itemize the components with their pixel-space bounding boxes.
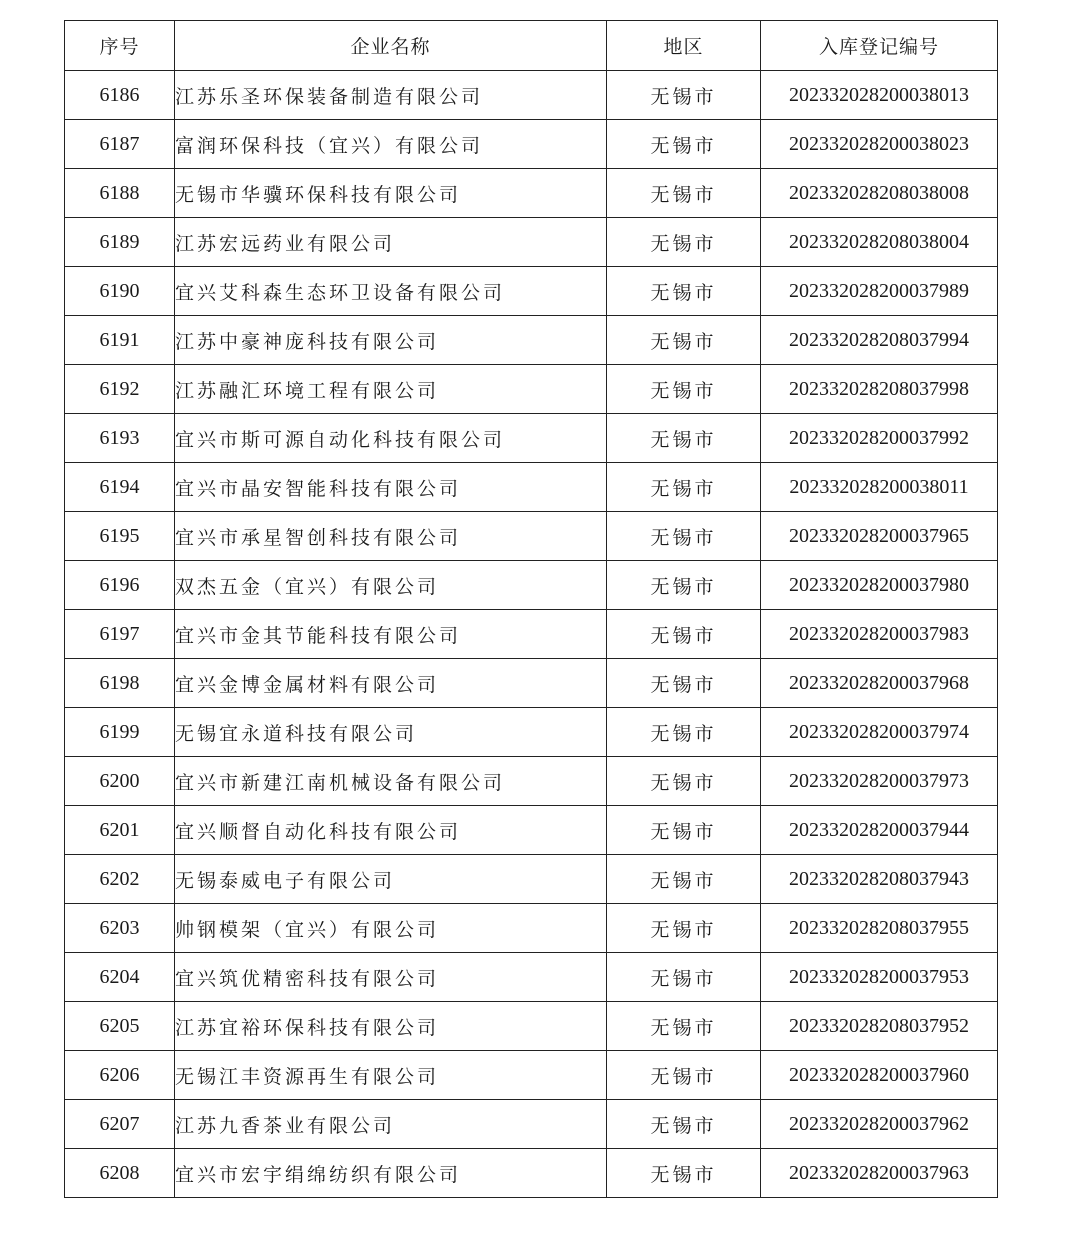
row-region: 无锡市 [607,1149,761,1198]
table-row [65,316,998,365]
row-seq: 6207 [65,1100,175,1149]
row-region: 无锡市 [607,1100,761,1149]
row-seq: 6198 [65,659,175,708]
row-company-name: 江苏中豪神庞科技有限公司 [175,316,607,365]
row-seq: 6187 [65,120,175,169]
row-region: 无锡市 [607,169,761,218]
row-seq: 6200 [65,757,175,806]
row-registration-code: 202332028200037983 [761,610,998,659]
row-seq: 6192 [65,365,175,414]
header-code: 入库登记编号 [761,21,998,71]
row-registration-code: 202332028200037974 [761,708,998,757]
header-region: 地区 [607,21,761,71]
row-region: 无锡市 [607,267,761,316]
table-row [65,218,998,267]
row-registration-code: 202332028208037943 [761,855,998,904]
table-row [65,561,998,610]
table-row [65,1051,998,1100]
row-registration-code: 202332028200038011 [761,463,998,512]
table-row [65,708,998,757]
row-region: 无锡市 [607,855,761,904]
row-seq: 6203 [65,904,175,953]
row-seq: 6208 [65,1149,175,1198]
row-registration-code: 202332028200037944 [761,806,998,855]
table-row [65,463,998,512]
header-seq: 序号 [65,21,175,71]
row-seq: 6204 [65,953,175,1002]
row-registration-code: 202332028200037953 [761,953,998,1002]
row-region: 无锡市 [607,806,761,855]
table-row [65,953,998,1002]
row-registration-code: 202332028200037963 [761,1149,998,1198]
row-region: 无锡市 [607,218,761,267]
row-registration-code: 202332028208038008 [761,169,998,218]
row-region: 无锡市 [607,120,761,169]
row-region: 无锡市 [607,561,761,610]
table-row [65,659,998,708]
row-registration-code: 202332028208038004 [761,218,998,267]
row-registration-code: 202332028200037960 [761,1051,998,1100]
row-registration-code: 202332028200037962 [761,1100,998,1149]
table-row [65,71,998,120]
table-row [65,414,998,463]
row-registration-code: 202332028200037968 [761,659,998,708]
row-company-name: 江苏乐圣环保装备制造有限公司 [175,71,607,120]
row-region: 无锡市 [607,463,761,512]
row-region: 无锡市 [607,1002,761,1051]
row-company-name: 江苏九香茶业有限公司 [175,1100,607,1149]
row-company-name: 无锡宜永道科技有限公司 [175,708,607,757]
row-seq: 6189 [65,218,175,267]
row-seq: 6206 [65,1051,175,1100]
table-row [65,267,998,316]
row-registration-code: 202332028208037952 [761,1002,998,1051]
row-registration-code: 202332028200037992 [761,414,998,463]
table-row [65,757,998,806]
row-region: 无锡市 [607,610,761,659]
row-registration-code: 202332028200037989 [761,267,998,316]
row-seq: 6191 [65,316,175,365]
row-registration-code: 202332028208037955 [761,904,998,953]
table-body [65,71,998,1198]
table-row [65,1002,998,1051]
row-company-name: 双杰五金（宜兴）有限公司 [175,561,607,610]
row-company-name: 江苏融汇环境工程有限公司 [175,365,607,414]
row-registration-code: 202332028208037994 [761,316,998,365]
row-region: 无锡市 [607,512,761,561]
row-registration-code: 202332028208037998 [761,365,998,414]
enterprise-registry-table [64,20,998,1198]
row-seq: 6193 [65,414,175,463]
row-company-name: 无锡市华骥环保科技有限公司 [175,169,607,218]
table-row [65,1100,998,1149]
table-row [65,512,998,561]
row-company-name: 帅钢模架（宜兴）有限公司 [175,904,607,953]
row-region: 无锡市 [607,316,761,365]
row-seq: 6186 [65,71,175,120]
row-registration-code: 202332028200037965 [761,512,998,561]
row-company-name: 宜兴市斯可源自动化科技有限公司 [175,414,607,463]
row-company-name: 宜兴市新建江南机械设备有限公司 [175,757,607,806]
row-region: 无锡市 [607,904,761,953]
table-row [65,365,998,414]
table-header [65,21,998,71]
table-row [65,169,998,218]
row-region: 无锡市 [607,71,761,120]
row-registration-code: 202332028200038013 [761,71,998,120]
row-company-name: 江苏宏远药业有限公司 [175,218,607,267]
table-row [65,610,998,659]
row-company-name: 无锡泰威电子有限公司 [175,855,607,904]
row-seq: 6190 [65,267,175,316]
row-region: 无锡市 [607,659,761,708]
row-seq: 6197 [65,610,175,659]
header-name: 企业名称 [175,21,607,71]
row-registration-code: 202332028200037973 [761,757,998,806]
row-region: 无锡市 [607,365,761,414]
row-region: 无锡市 [607,708,761,757]
table-row [65,855,998,904]
table-row [65,1149,998,1198]
table-row [65,806,998,855]
row-region: 无锡市 [607,953,761,1002]
row-seq: 6196 [65,561,175,610]
row-company-name: 江苏宜裕环保科技有限公司 [175,1002,607,1051]
row-registration-code: 202332028200037980 [761,561,998,610]
row-region: 无锡市 [607,414,761,463]
row-company-name: 宜兴市宏宇绢绵纺织有限公司 [175,1149,607,1198]
header-row [65,21,998,71]
row-company-name: 富润环保科技（宜兴）有限公司 [175,120,607,169]
row-seq: 6201 [65,806,175,855]
row-seq: 6195 [65,512,175,561]
table-row [65,904,998,953]
row-region: 无锡市 [607,1051,761,1100]
row-company-name: 宜兴金博金属材料有限公司 [175,659,607,708]
row-seq: 6188 [65,169,175,218]
row-company-name: 宜兴顺督自动化科技有限公司 [175,806,607,855]
row-seq: 6199 [65,708,175,757]
row-company-name: 宜兴艾科森生态环卫设备有限公司 [175,267,607,316]
row-seq: 6194 [65,463,175,512]
row-company-name: 宜兴市金其节能科技有限公司 [175,610,607,659]
row-seq: 6202 [65,855,175,904]
row-company-name: 宜兴筑优精密科技有限公司 [175,953,607,1002]
row-region: 无锡市 [607,757,761,806]
row-registration-code: 202332028200038023 [761,120,998,169]
row-company-name: 无锡江丰资源再生有限公司 [175,1051,607,1100]
row-company-name: 宜兴市晶安智能科技有限公司 [175,463,607,512]
table-row [65,120,998,169]
row-seq: 6205 [65,1002,175,1051]
row-company-name: 宜兴市承星智创科技有限公司 [175,512,607,561]
